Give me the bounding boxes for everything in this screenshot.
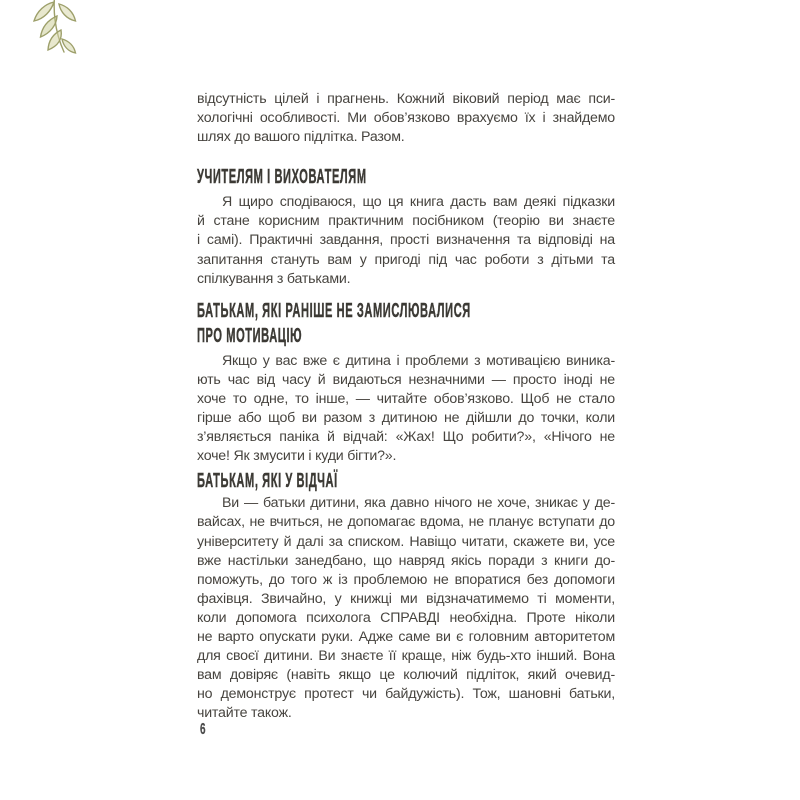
text-line: для своєї дитини. Ви знаєте її краще, ніж будь-хто інший. Вона: [197, 648, 615, 665]
paragraph-parents-despair: [197, 494, 615, 723]
text-line: і самі). Практичні завдання, прості визначення та відповіді на: [197, 232, 615, 249]
text-line: хоче то одне, то інше, — читайте обов’язково. Щоб не стало: [197, 390, 615, 407]
page-content: [197, 90, 615, 723]
text-line: БАТЬКАМ, ЯКІ У ВІДЧАЇ: [197, 469, 338, 493]
text-line: й стане корисним практичним посібником (теорію ви знаєте: [197, 213, 615, 230]
text-line: запитання стануть вам у пригоді під час роботи з дітьми та: [197, 251, 615, 268]
text-line: поможуть, до того ж із проблемою не впоратися без допомоги: [197, 571, 615, 588]
text-line: університету й далі за списком. Навіщо читати, скажете ви, усе: [197, 533, 615, 550]
text-line: вже настільки занедбано, що навряд якісь поради з книги до-: [197, 552, 615, 569]
text-line: шлях до вашого підлітка. Разом.: [197, 129, 405, 146]
text-line: вайсах, не вчиться, не допомагає вдома, не планує вступати до: [197, 514, 615, 531]
text-line: з’являється паніка й відчай: «Жах! Що робити?», «Нічого не: [197, 429, 615, 446]
text-line: фахівця. Звичайно, у книжці ми відзначатимемо ті моменти,: [197, 590, 615, 607]
text-line: Ви — батьки дитини, яка давно нічого не хоче, зникає у де-: [222, 495, 615, 512]
text-line: гірше або щоб ви разом з дитиною не дійшли до точки, коли: [197, 410, 615, 427]
section-heading-parents-motivation: [197, 298, 615, 348]
paragraph-teachers: [197, 193, 615, 288]
section-heading-teachers: [197, 164, 615, 189]
paragraph-parents-motivation: [197, 352, 615, 467]
text-line: вам довіряє (навіть якщо це колючий підліток, який очевид-: [197, 667, 615, 684]
text-line: БАТЬКАМ, ЯКІ РАНІШЕ НЕ ЗАМИСЛЮВАЛИСЯ: [197, 298, 471, 322]
text-line: ють час від часу й видаються незначними — просто іноді не: [197, 371, 615, 388]
text-line: не варто опускати руки. Адже саме ви є головним авторитетом: [197, 628, 615, 645]
paragraph-intro-continuation: [197, 90, 615, 147]
text-line: хологічні особливості. Ми обов’язково врахуємо їх і знайдемо: [197, 110, 615, 127]
page-number: 6: [200, 721, 206, 738]
text-line: но демонструє протест чи байдужість). Тож, шановні батьки,: [197, 686, 615, 703]
section-heading-parents-despair: [197, 468, 615, 493]
text-line: Якщо у вас вже є дитина і проблеми з мотивацією виника-: [222, 352, 615, 369]
text-line: спілкування з батьками.: [197, 270, 351, 287]
text-line: Я щиро сподіваюся, що ця книга дасть вам деякі підказки: [222, 194, 615, 211]
text-line: коли допомога психолога СПРАВДІ необхідна. Проте ніколи: [197, 609, 615, 626]
leaf-twig-icon: [18, 0, 108, 78]
text-line: ПРО МОТИВАЦІЮ: [197, 323, 303, 347]
text-line: хоче! Як змусити і куди бігти?».: [197, 448, 397, 465]
text-line: відсутність цілей і прагнень. Кожний віковий період має пси-: [197, 91, 615, 107]
text-line: УЧИТЕЛЯМ І ВИХОВАТЕЛЯМ: [197, 165, 367, 189]
text-line: читайте також.: [197, 705, 292, 722]
